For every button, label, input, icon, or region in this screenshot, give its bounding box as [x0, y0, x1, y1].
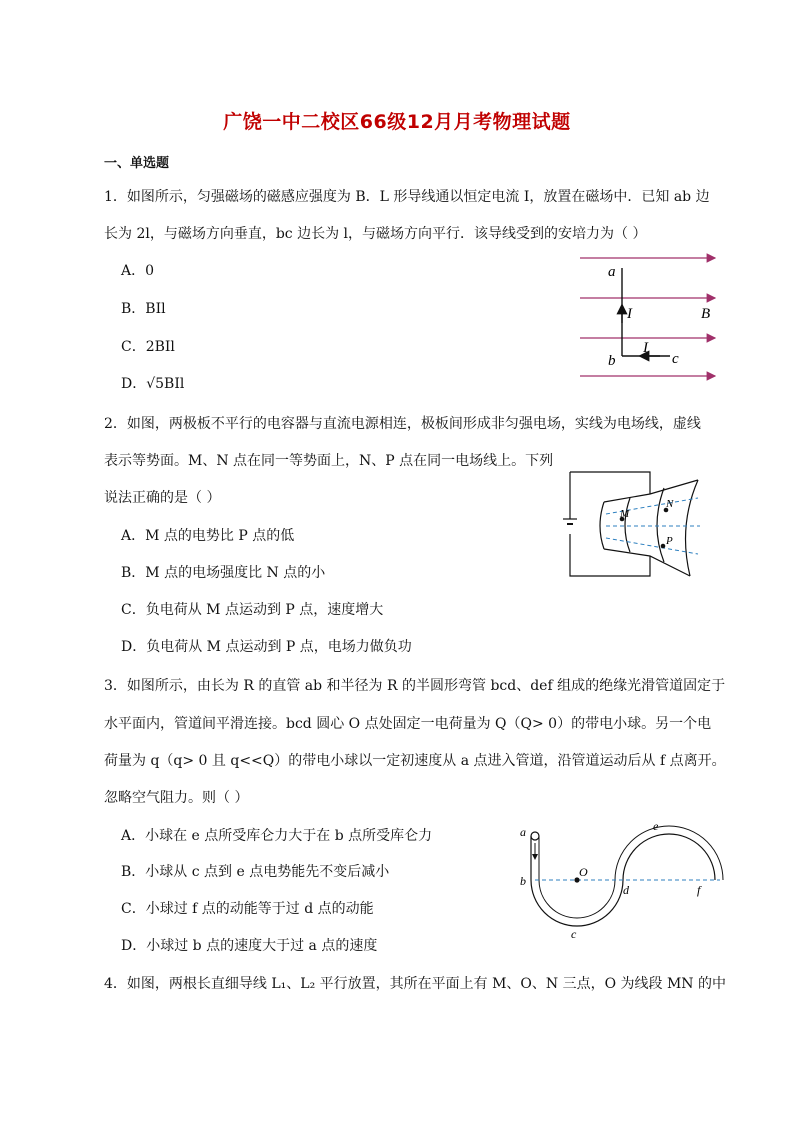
q4-line-1: 4．如图，两根长直细导线 L₁、L₂ 平行放置，其所在平面上有 M、O、N 三点，O 为线段 MN 的中: [104, 976, 726, 992]
q1-option-d: D．√5BIl: [121, 376, 185, 392]
q3-line-4: 忽略空气阻力。则（ ）: [104, 790, 249, 806]
q1-option-b: B．BIl: [121, 301, 166, 317]
label-e: e: [653, 819, 659, 833]
q3-option-b: B．小球从 c 点到 e 点电势能先不变后减小: [121, 864, 390, 880]
label-b: b: [520, 874, 526, 888]
label-m: M: [620, 508, 630, 520]
label-current-1: I: [627, 306, 632, 322]
q2-option-b: B．M 点的电场强度比 N 点的小: [121, 565, 326, 581]
q3-line-1: 3．如图所示，由长为 R 的直管 ab 和半径为 R 的半圆形弯管 bcd、def 组成的绝缘光滑管道固定于: [104, 678, 726, 694]
label-o: O: [579, 865, 588, 879]
field-lines: [580, 258, 715, 376]
label-b: b: [608, 353, 616, 369]
label-a: a: [608, 264, 616, 280]
q2-option-c: C．负电荷从 M 点运动到 P 点，速度增大: [121, 602, 384, 618]
label-current-2: I: [643, 340, 648, 356]
label-d: d: [623, 883, 629, 897]
q3-option-d: D．小球过 b 点的速度大于过 a 点的速度: [121, 938, 378, 954]
q3-option-a: A．小球在 e 点所受库仑力大于在 b 点所受库仑力: [121, 828, 433, 844]
q2-option-d: D．负电荷从 M 点运动到 P 点，电场力做负功: [121, 639, 412, 655]
label-p: P: [666, 535, 673, 547]
q2-option-a: A．M 点的电势比 P 点的低: [121, 528, 295, 544]
label-f: f: [697, 883, 701, 897]
q2-line-1: 2．如图，两极板不平行的电容器与直流电源相连，极板间形成非匀强电场，实线为电场线，虚线: [104, 416, 701, 432]
q1-line-1: 1．如图所示，匀强磁场的磁感应强度为 B．L 形导线通以恒定电流 I，放置在磁场中．已知 ab 边: [104, 189, 710, 205]
label-c: c: [672, 351, 679, 367]
q2-line-2: 表示等势面。M、N 点在同一等势面上，N、P 点在同一电场线上。下列: [104, 453, 554, 469]
q3-line-3: 荷量为 q（q> 0 且 q<<Q）的带电小球以一定初速度从 a 点进入管道，沿管道运动后从 f 点离开。: [104, 753, 726, 769]
label-n: N: [666, 498, 674, 510]
section-heading: 一、单选题: [104, 156, 170, 171]
q1-option-a: A．0: [121, 263, 155, 279]
page-title: 广饶一中二校区66级12月月考物理试题: [223, 111, 571, 133]
label-field-b: B: [701, 306, 711, 322]
q3-option-c: C．小球过 f 点的动能等于过 d 点的动能: [121, 901, 374, 917]
q1-line-2: 长为 2l，与磁场方向垂直，bc 边长为 l，与磁场方向平行．该导线受到的安培力为（ ）: [104, 226, 647, 242]
q2-line-3: 说法正确的是（ ）: [104, 490, 221, 506]
label-a: a: [520, 825, 526, 839]
q2-figure-capacitor: [558, 464, 708, 584]
label-c: c: [571, 927, 577, 941]
q3-line-2: 水平面内，管道间平滑连接。bcd 圆心 O 点处固定一电荷量为 Q（Q> 0）的带电小球。另一个电: [104, 716, 712, 732]
q1-figure-magnetic-field: [575, 248, 725, 388]
q3-figure-pipe: [515, 818, 725, 943]
q1-option-c: C．2BIl: [121, 339, 175, 355]
